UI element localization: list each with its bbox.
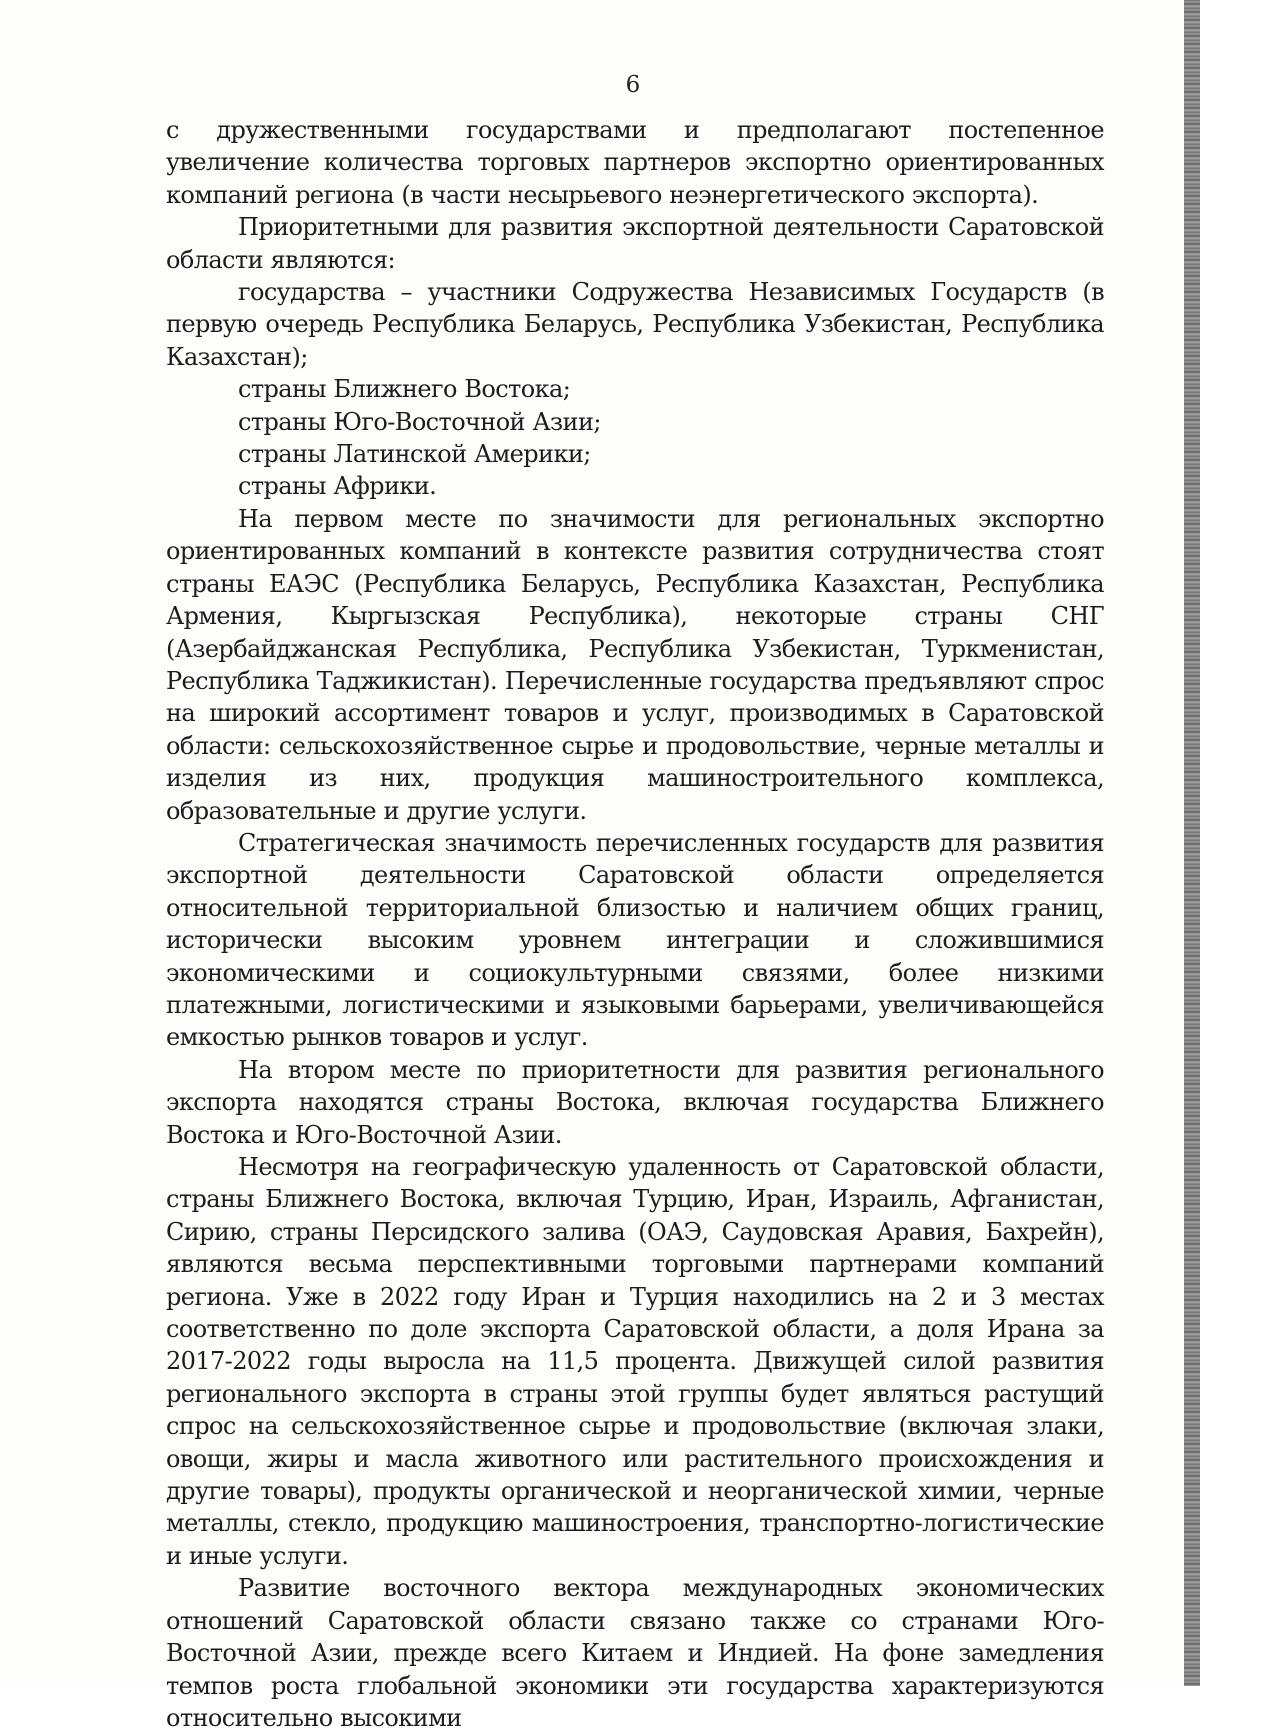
list-item-africa: страны Африки. xyxy=(238,472,437,501)
paragraph-middle-east-partners: Несмотря на географическую удаленность от Саратовской области, страны Ближнего Востока, включая Турцию, Иран, Израиль, Афганистан, Сирию, страны Персидского залива (ОАЭ, Саудовская Аравия, Бахрейн), являются весьма перспективными торговыми партнерами компаний региона. Уже в 2022 году Иран и Турция находились на 2 и 3 местах соответственно по доле экспорта Саратовской области, а доля Ирана за 2017-2022 годы выросла на 11,5 процента. Движущей силой развития регионального экспорта в страны этой группы будет являться растущий спрос на сельскохозяйственное сырье и продовольствие (включая злаки, овощи, жиры и масла животного или растительного происхождения и другие товары), продукты органической и неорганической химии, черные металлы, стекло, продукцию машиностроения, транспортно-логистические и иные услуги. xyxy=(166,1153,1104,1570)
scan-edge-shadow xyxy=(1184,0,1200,1686)
page-number: 6 xyxy=(625,72,641,98)
list-item-southeast-asia: страны Юго-Восточной Азии; xyxy=(238,407,601,436)
paragraph-eaeu-first-place: На первом месте по значимости для региональных экспортно ориентированных компаний в контексте развития сотрудничества стоят страны ЕАЭС (Республика Беларусь, Республика Казахстан, Республика Армения, Кыргызская Республика), некоторые страны СНГ (Азербайджанская Республика, Республика Узбекистан, Туркменистан, Республика Таджикистан). Перечисленные государства предъявляют спрос на широкий ассортимент товаров и услуг, производимых в Саратовской области: сельскохозяйственное сырье и продовольствие, черные металлы и изделия из них, продукция машиностроительного комплекса, образовательные и другие услуги. xyxy=(166,504,1104,825)
paragraph-priorities-intro: Приоритетными для развития экспортной деятельности Саратовской области являются: xyxy=(166,213,1104,274)
list-item-latin-america: страны Латинской Америки; xyxy=(238,440,591,469)
list-item-cis: государства – участники Содружества Независимых Государств (в первую очередь Республика Беларусь, Республика Узбекистан, Республика Казахстан); xyxy=(166,278,1104,371)
list-item-middle-east: страны Ближнего Востока; xyxy=(238,375,571,404)
document-body xyxy=(166,114,1104,1734)
paragraph-east-second-place: На втором месте по приоритетности для развития регионального экспорта находятся страны Востока, включая государства Ближнего Востока и Юго-Восточной Азии. xyxy=(166,1055,1104,1149)
paragraph-continuation: с дружественными государствами и предполагают постепенное увеличение количества торговых партнеров экспортно ориентированных компаний региона (в части несырьевого неэнергетического экспорта). xyxy=(166,116,1104,209)
paragraph-eastern-vector: Развитие восточного вектора международных экономических отношений Саратовской области связано также со странами Юго-Восточной Азии, прежде всего Китаем и Индией. На фоне замедления темпов роста глобальной экономики эти государства характеризуются относительно высокими xyxy=(166,1574,1104,1732)
paragraph-strategic-significance: Стратегическая значимость перечисленных государств для развития экспортной деятельности Саратовской области определяется относительной территориальной близостью и наличием общих границ, исторически высоким уровнем интеграции и сложившимися экономическими и социокультурными связями, более низкими платежными, логистическими и языковыми барьерами, увеличивающейся емкостью рынков товаров и услуг. xyxy=(166,828,1104,1052)
